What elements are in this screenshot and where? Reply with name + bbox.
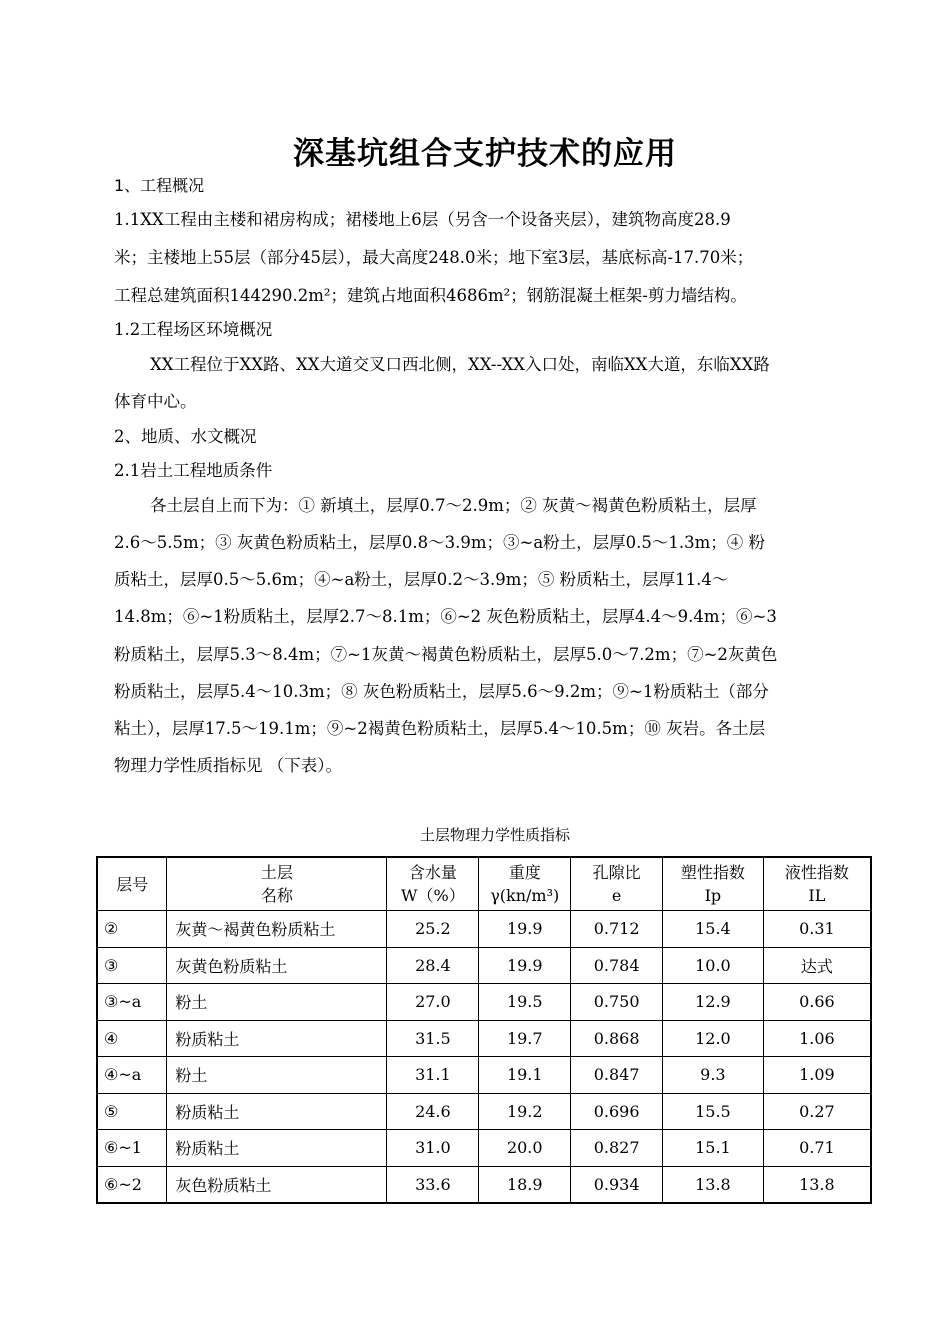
header-layer-no: 层号 — [97, 857, 167, 911]
cell-void-ratio: 0.827 — [571, 1130, 663, 1167]
cell-liquidity-index: 0.71 — [763, 1130, 871, 1167]
cell-layer-no: ⑤ — [97, 1093, 167, 1130]
paragraph-line: 物理力学性质指标见 （下表）。 — [114, 756, 342, 775]
cell-plasticity-index: 15.4 — [663, 911, 764, 948]
document-title: 深基坑组合支护技术的应用 — [293, 136, 677, 172]
cell-unit-weight: 19.2 — [479, 1093, 571, 1130]
paragraph-line: 工程总建筑面积144290.2m²；建筑占地面积4686m²；钢筋混凝土框架-剪力墙结构。 — [114, 286, 747, 305]
cell-water-content: 31.0 — [387, 1130, 479, 1167]
cell-plasticity-index: 13.8 — [663, 1166, 764, 1203]
cell-unit-weight: 19.7 — [479, 1020, 571, 1057]
cell-void-ratio: 0.934 — [571, 1166, 663, 1203]
table-row — [97, 1130, 871, 1167]
cell-plasticity-index: 15.5 — [663, 1093, 764, 1130]
header-unit-weight: 重度 γ(kn/m³) — [479, 857, 571, 911]
table-row — [97, 984, 871, 1021]
table-row — [97, 911, 871, 948]
cell-water-content: 24.6 — [387, 1093, 479, 1130]
paragraph-line: 粉质粘土，层厚5.3～8.4m；⑦~1灰黄～褐黄色粉质粘土，层厚5.0～7.2m；⑦~2灰黄色 — [114, 645, 778, 664]
paragraph-line: 体育中心。 — [114, 392, 197, 411]
cell-layer-no: ③ — [97, 947, 167, 984]
cell-void-ratio: 0.750 — [571, 984, 663, 1021]
cell-layer-no: ② — [97, 911, 167, 948]
cell-plasticity-index: 15.1 — [663, 1130, 764, 1167]
paragraph-line: 粘土），层厚17.5～19.1m；⑨~2褐黄色粉质粘土，层厚5.4～10.5m；⑩ 灰岩。各土层 — [114, 719, 766, 738]
table-row — [97, 1166, 871, 1203]
header-liquidity-index: 液性指数 IL — [763, 857, 871, 911]
paragraph-line: 2.6～5.5m；③ 灰黄色粉质粘土，层厚0.8～3.9m；③~a粉土，层厚0.5～1.3m；④ 粉 — [114, 533, 766, 552]
cell-liquidity-index: 1.06 — [763, 1020, 871, 1057]
cell-soil-name: 粉质粘土 — [167, 1130, 387, 1167]
table-header-row — [97, 857, 871, 911]
cell-soil-name: 灰黄色粉质粘土 — [167, 947, 387, 984]
header-plasticity-index: 塑性指数 Ip — [663, 857, 764, 911]
cell-unit-weight: 19.5 — [479, 984, 571, 1021]
cell-plasticity-index: 9.3 — [663, 1057, 764, 1094]
header-water-content: 含水量 W（%） — [387, 857, 479, 911]
table-row — [97, 1093, 871, 1130]
cell-unit-weight: 19.9 — [479, 911, 571, 948]
cell-soil-name: 灰色粉质粘土 — [167, 1166, 387, 1203]
paragraph-line: 米；主楼地上55层（部分45层），最大高度248.0米；地下室3层，基底标高-17.70米； — [114, 248, 754, 267]
cell-soil-name: 粉土 — [167, 984, 387, 1021]
soil-properties-table — [96, 856, 872, 1204]
cell-layer-no: ④~a — [97, 1057, 167, 1094]
cell-liquidity-index: 0.31 — [763, 911, 871, 948]
cell-layer-no: ④ — [97, 1020, 167, 1057]
cell-water-content: 27.0 — [387, 984, 479, 1021]
cell-soil-name: 粉土 — [167, 1057, 387, 1094]
cell-unit-weight: 19.1 — [479, 1057, 571, 1094]
cell-water-content: 31.1 — [387, 1057, 479, 1094]
cell-void-ratio: 0.784 — [571, 947, 663, 984]
subsection-heading: 1.2工程场区环境概况 — [114, 320, 273, 339]
paragraph-line: 粉质粘土，层厚5.4～10.3m；⑧ 灰色粉质粘土，层厚5.6～9.2m；⑨~1粉质粘土（部分 — [114, 682, 769, 701]
cell-soil-name: 粉质粘土 — [167, 1020, 387, 1057]
cell-liquidity-index: 达式 — [763, 947, 871, 984]
cell-soil-name: 粉质粘土 — [167, 1093, 387, 1130]
paragraph-line: 1.1XX工程由主楼和裙房构成；裙楼地上6层（另含一个设备夹层），建筑物高度28.9 — [114, 210, 731, 229]
paragraph-line: 质粘土，层厚0.5～5.6m；④~a粉土，层厚0.2～3.9m；⑤ 粉质粘土，层厚11.4～ — [114, 570, 729, 589]
cell-void-ratio: 0.847 — [571, 1057, 663, 1094]
cell-soil-name: 灰黄～褐黄色粉质粘土 — [167, 911, 387, 948]
paragraph-line: XX工程位于XX路、XX大道交叉口西北侧，XX--XX入口处，南临XX大道，东临XX路 — [150, 355, 770, 374]
header-void-ratio: 孔隙比 e — [571, 857, 663, 911]
cell-unit-weight: 20.0 — [479, 1130, 571, 1167]
cell-layer-no: ③~a — [97, 984, 167, 1021]
paragraph-line: 各土层自上而下为：① 新填土，层厚0.7～2.9m；② 灰黄～褐黄色粉质粘土，层厚 — [150, 496, 757, 515]
cell-unit-weight: 19.9 — [479, 947, 571, 984]
table-row — [97, 1020, 871, 1057]
header-soil-name: 土层 名称 — [167, 857, 387, 911]
cell-liquidity-index: 0.66 — [763, 984, 871, 1021]
cell-water-content: 33.6 — [387, 1166, 479, 1203]
table-row — [97, 1057, 871, 1094]
table-row — [97, 947, 871, 984]
cell-water-content: 25.2 — [387, 911, 479, 948]
cell-liquidity-index: 13.8 — [763, 1166, 871, 1203]
cell-plasticity-index: 12.0 — [663, 1020, 764, 1057]
cell-void-ratio: 0.712 — [571, 911, 663, 948]
section-heading: 1、工程概况 — [114, 176, 205, 195]
cell-plasticity-index: 10.0 — [663, 947, 764, 984]
table-caption: 土层物理力学性质指标 — [419, 826, 570, 844]
paragraph-line: 14.8m；⑥~1粉质粘土，层厚2.7～8.1m；⑥~2 灰色粉质粘土，层厚4.4～9.4m；⑥~3 — [114, 607, 777, 626]
cell-unit-weight: 18.9 — [479, 1166, 571, 1203]
cell-water-content: 31.5 — [387, 1020, 479, 1057]
cell-void-ratio: 0.868 — [571, 1020, 663, 1057]
cell-plasticity-index: 12.9 — [663, 984, 764, 1021]
cell-layer-no: ⑥~2 — [97, 1166, 167, 1203]
cell-water-content: 28.4 — [387, 947, 479, 984]
subsection-heading: 2.1岩土工程地质条件 — [114, 461, 273, 480]
cell-void-ratio: 0.696 — [571, 1093, 663, 1130]
section-heading: 2、地质、水文概况 — [114, 427, 257, 446]
cell-liquidity-index: 1.09 — [763, 1057, 871, 1094]
cell-liquidity-index: 0.27 — [763, 1093, 871, 1130]
cell-layer-no: ⑥~1 — [97, 1130, 167, 1167]
